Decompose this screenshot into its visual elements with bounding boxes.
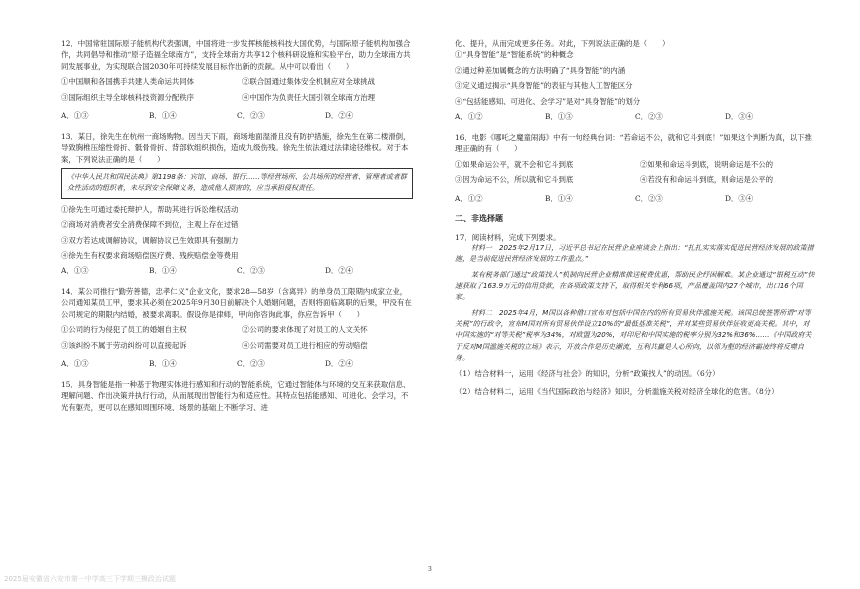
sub-question-2: （2）结合材料二，运用《当代国际政治与经济》知识，分析滥施关税对经济全球化的危害。（8分） [455,386,779,396]
choice: C．②③ [635,112,663,122]
choice: D．②④ [325,111,354,121]
choice: D．②④ [325,266,354,276]
choice: C．②③ [237,359,265,369]
question-stem: 14．某公司推行“勤劳善德，忠孝仁义”企业文化，要求28—58岁（含离异）的单身员工限期内成家立业，公司通知某员工甲，要求其必须在2025年9月30日前解决个人婚姻问题，否则将面临离职的后果，甲没有在公司规定的期限内结婚，被要求离职。假设你是律师，甲向你咨询此事，你应告诉甲（ ） [61,286,412,319]
footer-watermark: 2025届安徽省六安市第一中学高三下学期三模政治试题 [4,575,176,583]
question-14 [61,286,413,370]
option: ①“具身智能”是“智能系统”的种概念 [455,50,574,60]
choice: A．①③ [61,359,89,369]
option: ②商场对消费者安全消费保障不到位，主观上存在过错 [61,220,239,230]
sub-question-1: （1）结合材料一，运用《经济与社会》的知识，分析“政策找人”的动因。（6分） [455,369,720,379]
choice: A．①② [455,193,483,203]
options [61,204,413,262]
right-column [455,38,815,406]
option: ④若没有和命运斗到底，则命运是公平的 [640,175,774,185]
answer-choices [61,265,413,276]
option: ③该纠纷不属于劳动纠纷可以直接起诉 [61,340,187,350]
option: ①徐先生可通过委托辩护人，帮助其进行诉讼维权活动 [61,204,239,214]
question-15 [61,379,413,413]
question-12 [61,38,413,122]
option: ②联合国通过集体安全机制应对全球挑战 [242,77,376,87]
option: ①中国顺和各国携手共建人类命运共同体 [61,77,195,87]
question-13 [61,131,413,277]
option: ④中国作为负责任大国引领全球南方治理 [242,92,376,102]
question-stem: 16．电影《哪吒之魔童闹海》中有一句经典台词：“若命运不公，就和它斗到底！”如果这个判断为真，以下推理正确的有（ ） [455,132,812,154]
option: ③定义通过揭示“具身智能”的表征与其他人工智能区分 [455,81,633,91]
options [455,49,815,107]
choice: C．②③ [635,193,663,203]
choice: B．①④ [149,111,177,121]
choice: C．②③ [237,266,265,276]
question-stem: 13．某日，徐先生在杭州一商场购物。因当天下雨，商场地面湿滑且没有防护措施，徐先生在第二楼滑倒，导致胸椎压缩性骨折、骶骨骨折、背部软组织损伤，造成九级伤残。徐先生依法通过法律途径维权。对于本案，下列说法正确的是（ ） [61,131,411,164]
question-16 [455,132,815,204]
option: ①公司的行为侵犯了员工的婚姻自主权 [61,325,187,335]
option: ④徐先生有权要求商场赔偿医疗费、残疾赔偿金等费用 [61,251,239,260]
answer-choices [455,111,815,122]
question-15-continued [455,38,815,123]
choice: D．②④ [325,359,354,369]
answer-choices [61,110,413,121]
question-stem: 12．中国常驻国际原子能机构代表强调，中国将进一步发挥核能核科技大国优势，与国际原子能机构加强合作，共同倡导和推动“原子造福全球南方”，支持全球南方共享12个核科研设施和实验平台，助力全球南方共同发展事业，为实现联合国2030年可持续发展目标作出新的贡献。从中可以看出（ ） [61,39,411,71]
choice: B．①④ [149,359,177,369]
choice: D．③④ [725,112,754,122]
choice: A．①③ [61,111,89,121]
choice: B．①④ [149,266,177,276]
material-1-part-b: 某有税务部门通过“政策找人”机制向民营企业精准推送税费优惠，帮助民企纾困解难。某企业通过“银税互动”快速获取了163.9万元的信用贷款，在各项政策支持下，取得相关专利66项，产品覆盖国内27个城市，出口16个国家。 [455,270,815,302]
choice: B．①③ [545,112,573,122]
option: ②公司的要求体现了对员工的人文关怀 [242,325,368,335]
law-quote-box: 《中华人民共和国民法典》第1198条：宾馆、商场、银行……等经营场所、公共场所的经营者、管理者或者群众性活动的组织者，未尽到安全保障义务，造成他人损害的，应当承担侵权责任。 [61,168,413,198]
option: ③因为命运不公，所以就和它斗到底 [455,175,574,185]
option: ③国际组织主导全球核科技资源分配秩序 [61,92,195,102]
option: ①如果命运公平，就不会和它斗到底 [455,159,574,169]
answer-choices [61,358,413,369]
option: ③双方若达成调解协议，调解协议已生效即具有强制力 [61,235,239,245]
choice: A．①② [455,112,483,122]
options [455,159,815,190]
question-stem: 化、提升，从而完成更多任务。对此，下列说法正确的是（ ） [455,39,670,48]
option: ④“包括能感知、可进化、会学习”是对“具身智能”的划分 [455,96,641,106]
option: ④公司需要对员工进行相应的劳动赔偿 [242,340,368,350]
option: ②如果和命运斗到底，说明命运是不公的 [640,159,774,169]
material-2: 材料二 2025年4月，M国以各种借口宣布对包括中国在内的所有贸易伙伴滥施关税。该国总统签署所谓“对等关税”的行政令，宣布M国对所有贸易伙伴设立10%的“最低基准关税”，并对某些贸易伙伴征收更高关税。其中，对中国实施的“对等关税”税率为34%，对欧盟为20%，对印尼和中国实施的税率分别为32%和36%……《中国政府关于反对M国滥施关税的立场》表示，开放合作是历史潮流，互利共赢是人心所向，以邻为壑的经济霸凌终将反噬自身。 [455,308,812,362]
options [61,324,413,355]
choice: C．②③ [237,111,265,121]
left-column [61,38,413,422]
answer-choices [455,193,815,204]
choice: D．③④ [725,193,754,203]
options [61,76,413,107]
choice: A．①③ [61,266,89,276]
question-stem: 15．具身智能是指一种基于物理实体进行感知和行动的智能系统，它通过智能体与环境的交互来获取信息、理解问题、作出决策并执行行动，从而展现出智能行为和适应性。其特点包括能感知、可进化、会学习，不光有躯壳，更可以在感知周围环境、场景的基础上不断学习、进 [61,379,411,412]
question-stem: 17．阅读材料，完成下列要求。 [455,232,561,242]
material-1-part-a: 材料一 2025年2月17日，习近平总书记在民营企业座谈会上指出：“扎扎实实落实促进民营经济发展的政策措施，是当前促进民营经济发展的工作重点。” [455,244,814,264]
section-title: 二、非选择题 [455,214,503,224]
option: ②通过种差加属概念的方法明确了“具身智能”的内涵 [455,65,626,75]
question-17 [455,232,815,398]
page-number: 3 [428,566,432,573]
choice: B．①④ [545,193,573,203]
